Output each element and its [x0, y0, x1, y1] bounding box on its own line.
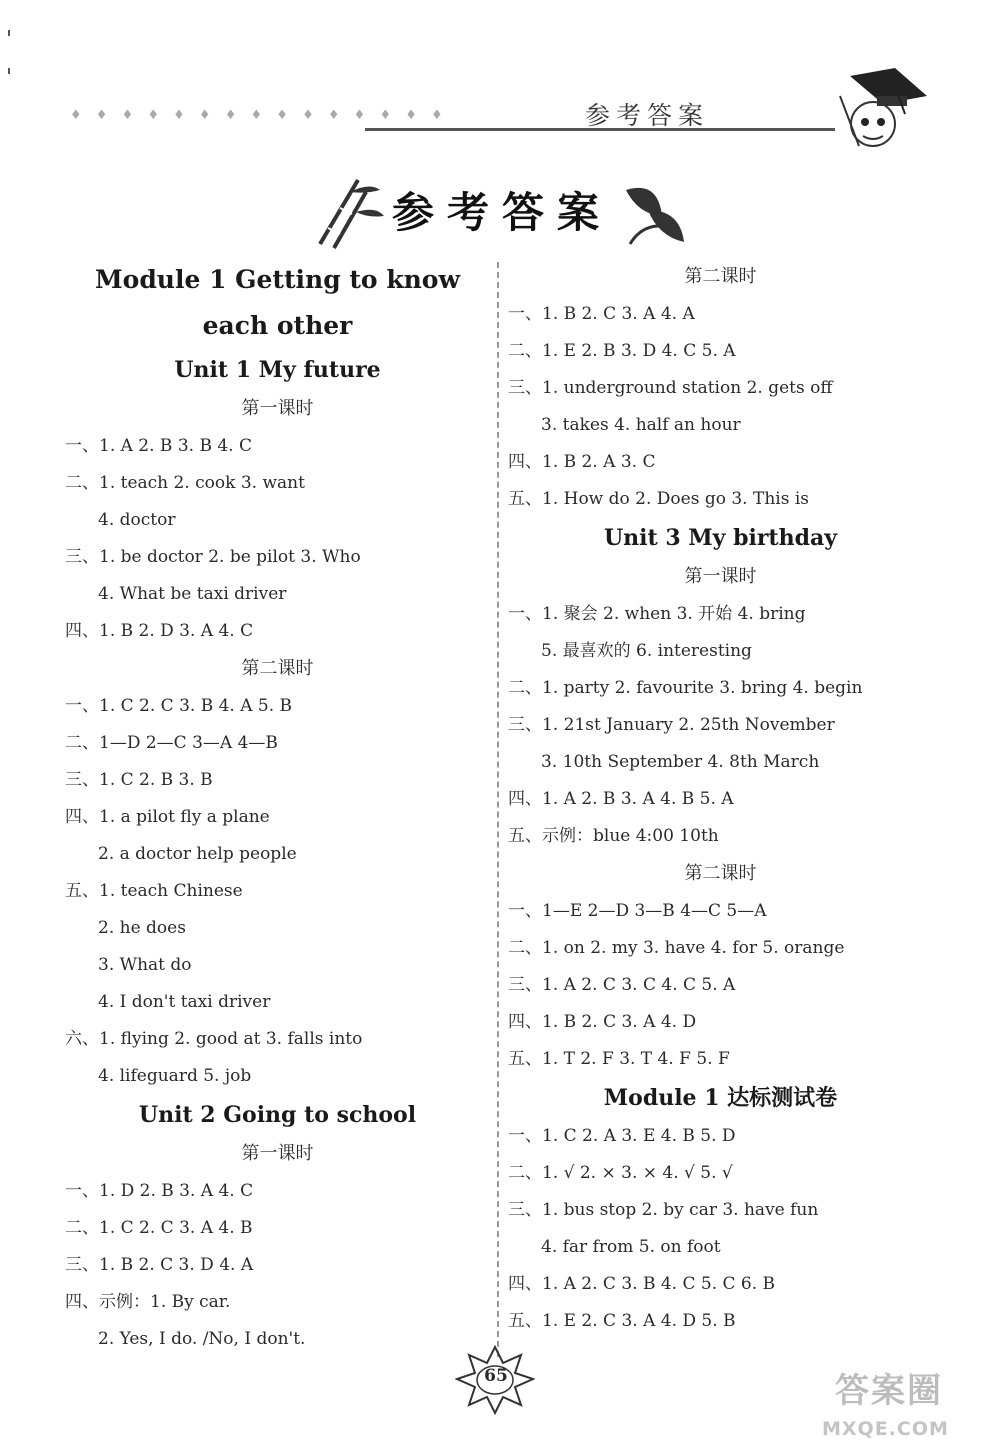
graduate-mascot-icon	[835, 66, 930, 151]
leaf-icon	[618, 180, 690, 252]
left-line-20: 六、1. flying 2. good at 3. falls into	[65, 1029, 363, 1049]
right-line-9: 一、1. 聚会 2. when 3. 开始 4. bring	[508, 604, 806, 624]
right-line-20: 四、1. B 2. C 3. A 4. D	[508, 1012, 697, 1032]
left-line-4: 一、1. A 2. B 3. B 4. C	[65, 436, 252, 456]
left-lesson-3: 第一课时	[241, 398, 314, 419]
right-line-19: 三、1. A 2. C 3. C 4. C 5. A	[508, 975, 736, 995]
right-line-26: 4. far from 5. on foot	[541, 1237, 721, 1257]
right-lesson-8: 第一课时	[684, 566, 757, 587]
column-divider	[497, 262, 499, 1357]
right-unit-22: Module 1 达标测试卷	[603, 1085, 838, 1111]
left-line-27: 四、示例：1. By car.	[65, 1292, 231, 1312]
right-line-10: 5. 最喜欢的 6. interesting	[541, 641, 752, 661]
answer-column-right	[508, 258, 933, 1340]
left-line-21: 4. lifeguard 5. job	[98, 1066, 252, 1086]
right-line-11: 二、1. party 2. favourite 3. bring 4. begin	[508, 678, 863, 698]
left-line-18: 3. What do	[98, 955, 192, 975]
watermark-url: MXQE.COM	[822, 1418, 949, 1440]
bamboo-icon	[310, 172, 390, 252]
left-line-14: 四、1. a pilot fly a plane	[65, 807, 270, 827]
left-line-15: 2. a doctor help people	[98, 844, 297, 864]
left-module-1: each other	[202, 311, 353, 340]
right-line-24: 二、1. √ 2. × 3. × 4. √ 5. √	[508, 1163, 733, 1183]
left-module-0: Module 1 Getting to know	[94, 265, 461, 294]
left-unit-22: Unit 2 Going to school	[138, 1102, 417, 1128]
left-line-17: 2. he does	[98, 918, 186, 938]
left-lesson-10: 第二课时	[241, 658, 314, 679]
header-title: 参考答案	[585, 101, 710, 130]
answer-column-left	[65, 258, 490, 1358]
left-line-5: 二、1. teach 2. cook 3. want	[65, 473, 305, 493]
left-line-12: 二、1—D 2—C 3—A 4—B	[65, 733, 278, 753]
left-line-9: 四、1. B 2. D 3. A 4. C	[65, 621, 254, 641]
right-line-15: 五、示例：blue 4:00 10th	[508, 826, 719, 846]
left-line-16: 五、1. teach Chinese	[65, 881, 243, 901]
left-lesson-23: 第一课时	[241, 1143, 314, 1164]
right-line-4: 3. takes 4. half an hour	[541, 415, 741, 435]
left-line-28: 2. Yes, I do. /No, I don't.	[98, 1329, 306, 1349]
edge-mark	[8, 30, 10, 36]
right-line-3: 三、1. underground station 2. gets off	[508, 378, 833, 398]
right-line-21: 五、1. T 2. F 3. T 4. F 5. F	[508, 1049, 730, 1069]
watermark-logo: 答案圈	[835, 1371, 943, 1411]
right-line-2: 二、1. E 2. B 3. D 4. C 5. A	[508, 341, 736, 361]
right-unit-7: Unit 3 My birthday	[603, 525, 838, 551]
right-line-12: 三、1. 21st January 2. 25th November	[508, 715, 835, 735]
page-number: 65	[484, 1366, 508, 1386]
main-title-banner	[310, 172, 690, 252]
right-line-5: 四、1. B 2. A 3. C	[508, 452, 656, 472]
main-title: 参考答案	[392, 188, 613, 237]
left-line-7: 三、1. be doctor 2. be pilot 3. Who	[65, 547, 361, 567]
left-line-25: 二、1. C 2. C 3. A 4. B	[65, 1218, 253, 1238]
header-rule	[365, 128, 835, 131]
right-line-6: 五、1. How do 2. Does go 3. This is	[508, 489, 809, 509]
right-lesson-0: 第二课时	[684, 266, 757, 287]
right-line-28: 五、1. E 2. C 3. A 4. D 5. B	[508, 1311, 736, 1331]
left-line-26: 三、1. B 2. C 3. D 4. A	[65, 1255, 254, 1275]
right-line-14: 四、1. A 2. B 3. A 4. B 5. A	[508, 789, 734, 809]
right-line-18: 二、1. on 2. my 3. have 4. for 5. orange	[508, 938, 845, 958]
left-line-6: 4. doctor	[98, 510, 176, 530]
right-line-23: 一、1. C 2. A 3. E 4. B 5. D	[508, 1126, 736, 1146]
edge-mark	[8, 68, 10, 74]
left-line-8: 4. What be taxi driver	[98, 584, 287, 604]
right-line-17: 一、1—E 2—D 3—B 4—C 5—A	[508, 901, 767, 921]
left-line-24: 一、1. D 2. B 3. A 4. C	[65, 1181, 254, 1201]
right-line-27: 四、1. A 2. C 3. B 4. C 5. C 6. B	[508, 1274, 776, 1294]
right-line-1: 一、1. B 2. C 3. A 4. A	[508, 304, 695, 324]
right-lesson-16: 第二课时	[684, 863, 757, 884]
header-dots: ♦ ♦ ♦ ♦ ♦ ♦ ♦ ♦ ♦ ♦ ♦ ♦ ♦ ♦ ♦	[70, 108, 448, 123]
left-line-13: 三、1. C 2. B 3. B	[65, 770, 213, 790]
right-line-25: 三、1. bus stop 2. by car 3. have fun	[508, 1200, 819, 1220]
left-line-11: 一、1. C 2. C 3. B 4. A 5. B	[65, 696, 293, 716]
left-line-19: 4. I don't taxi driver	[98, 992, 271, 1012]
right-line-13: 3. 10th September 4. 8th March	[541, 752, 820, 772]
left-unit-2: Unit 1 My future	[174, 357, 381, 383]
